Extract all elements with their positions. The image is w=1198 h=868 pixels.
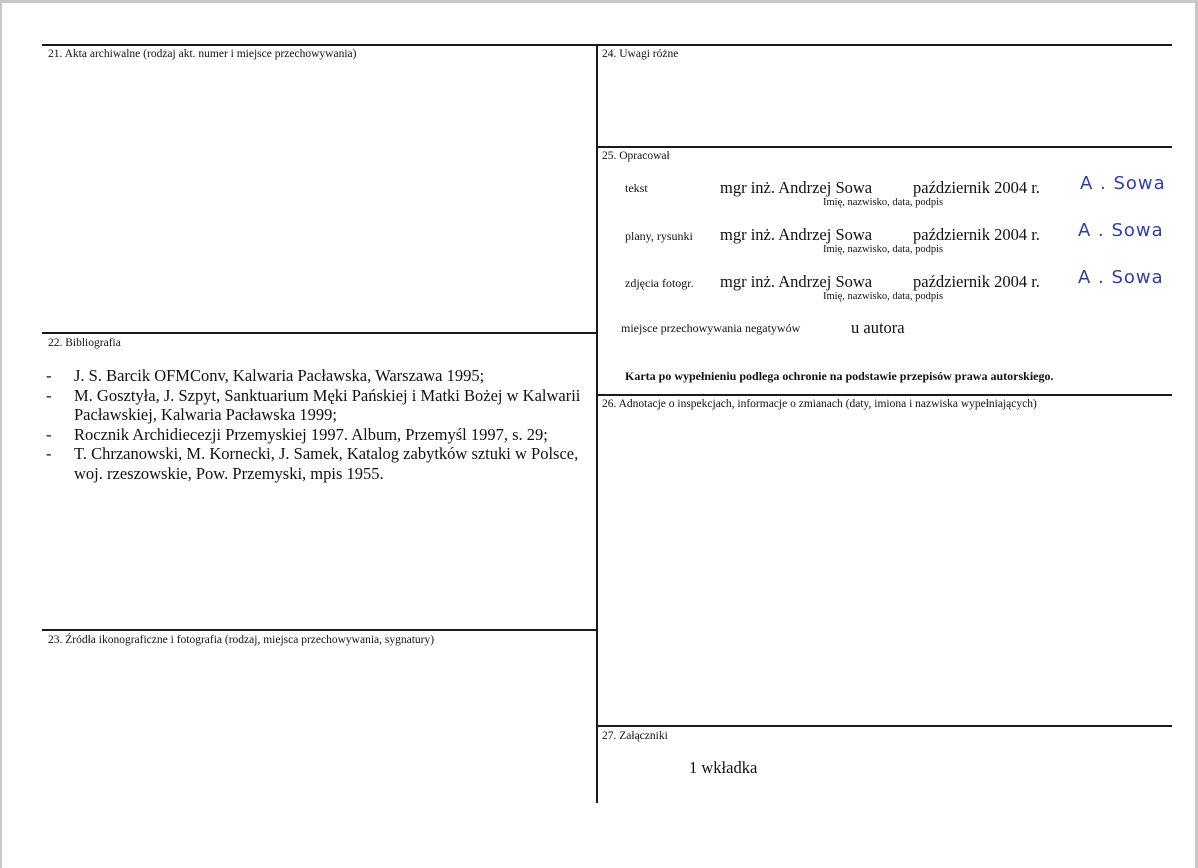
- column-divider: [596, 44, 598, 803]
- author-signature: A . Sowa: [1080, 173, 1166, 194]
- attachments-value: 1 wkładka: [689, 758, 758, 777]
- author-row-kind: zdjęcia fotogr.: [625, 276, 694, 290]
- rule-s22: [42, 332, 598, 334]
- bibliography-item: - M. Gosztyła, J. Szpyt, Sanktuarium Męki Pańskiej i Matki Bożej w Kalwarii Pacławskiej, Kalwaria Pacławska 1999;: [46, 385, 581, 424]
- section-27-label: 27. Załączniki: [602, 730, 668, 742]
- bibliography-list: [44, 366, 594, 483]
- copyright-notice: Karta po wypełnieniu podlega ochronie na podstawie przepisów prawa autorskiego.: [625, 369, 1054, 383]
- author-row-date: październik 2004 r.: [913, 272, 1040, 291]
- scan-edge-left: [0, 0, 2, 868]
- author-row-name: mgr inż. Andrzej Sowa: [720, 272, 873, 291]
- section-24-label: 24. Uwagi różne: [602, 48, 679, 60]
- section-26-label: 26. Adnotacje o inspekcjach, informacje o zmianach (daty, imiona i nazwiska wypełniających): [602, 398, 1037, 410]
- author-row-date: październik 2004 r.: [913, 225, 1040, 244]
- bibliography-item: - J. S. Barcik OFMConv, Kalwaria Pacławska, Warszawa 1995;: [46, 366, 485, 385]
- rule-top-left: [42, 44, 598, 46]
- rule-top-right: [598, 44, 1172, 46]
- author-signature: A . Sowa: [1078, 267, 1164, 288]
- negatives-value: u autora: [851, 318, 905, 337]
- section-23-label: 23. Źródła ikonograficzne i fotografia (rodzaj, miejsca przechowywania, sygnatury): [48, 634, 435, 646]
- author-signature: A . Sowa: [1078, 220, 1164, 241]
- author-row-hint: Imię, nazwisko, data, podpis: [823, 244, 944, 255]
- bibliography-item: - Rocznik Archidiecezji Przemyskiej 1997. Album, Przemyśl 1997, s. 29;: [46, 424, 548, 444]
- bibliography-item: - T. Chrzanowski, M. Kornecki, J. Samek, Katalog zabytków sztuki w Polsce, woj. rzeszowskie, Pow. Przemyski, mpis 1955.: [46, 444, 579, 483]
- section-21-label: 21. Akta archiwalne (rodzaj akt. numer i miejsce przechowywania): [48, 48, 357, 60]
- author-row-name: mgr inż. Andrzej Sowa: [720, 178, 873, 197]
- rule-s25: [598, 146, 1172, 148]
- rule-s23: [42, 629, 598, 631]
- negatives-label: miejsce przechowywania negatywów: [621, 321, 801, 335]
- author-row-hint: Imię, nazwisko, data, podpis: [823, 291, 944, 302]
- section-25-label: 25. Opracował: [602, 150, 670, 162]
- rule-s26: [598, 394, 1172, 396]
- section-22-label: 22. Bibliografia: [48, 337, 121, 349]
- author-row-name: mgr inż. Andrzej Sowa: [720, 225, 873, 244]
- scan-edge-top: [0, 0, 1198, 3]
- author-row-kind: tekst: [625, 181, 648, 195]
- author-row-kind: plany, rysunki: [625, 229, 693, 243]
- author-row-hint: Imię, nazwisko, data, podpis: [823, 197, 944, 208]
- author-row-date: październik 2004 r.: [913, 178, 1040, 197]
- rule-s27: [598, 725, 1172, 727]
